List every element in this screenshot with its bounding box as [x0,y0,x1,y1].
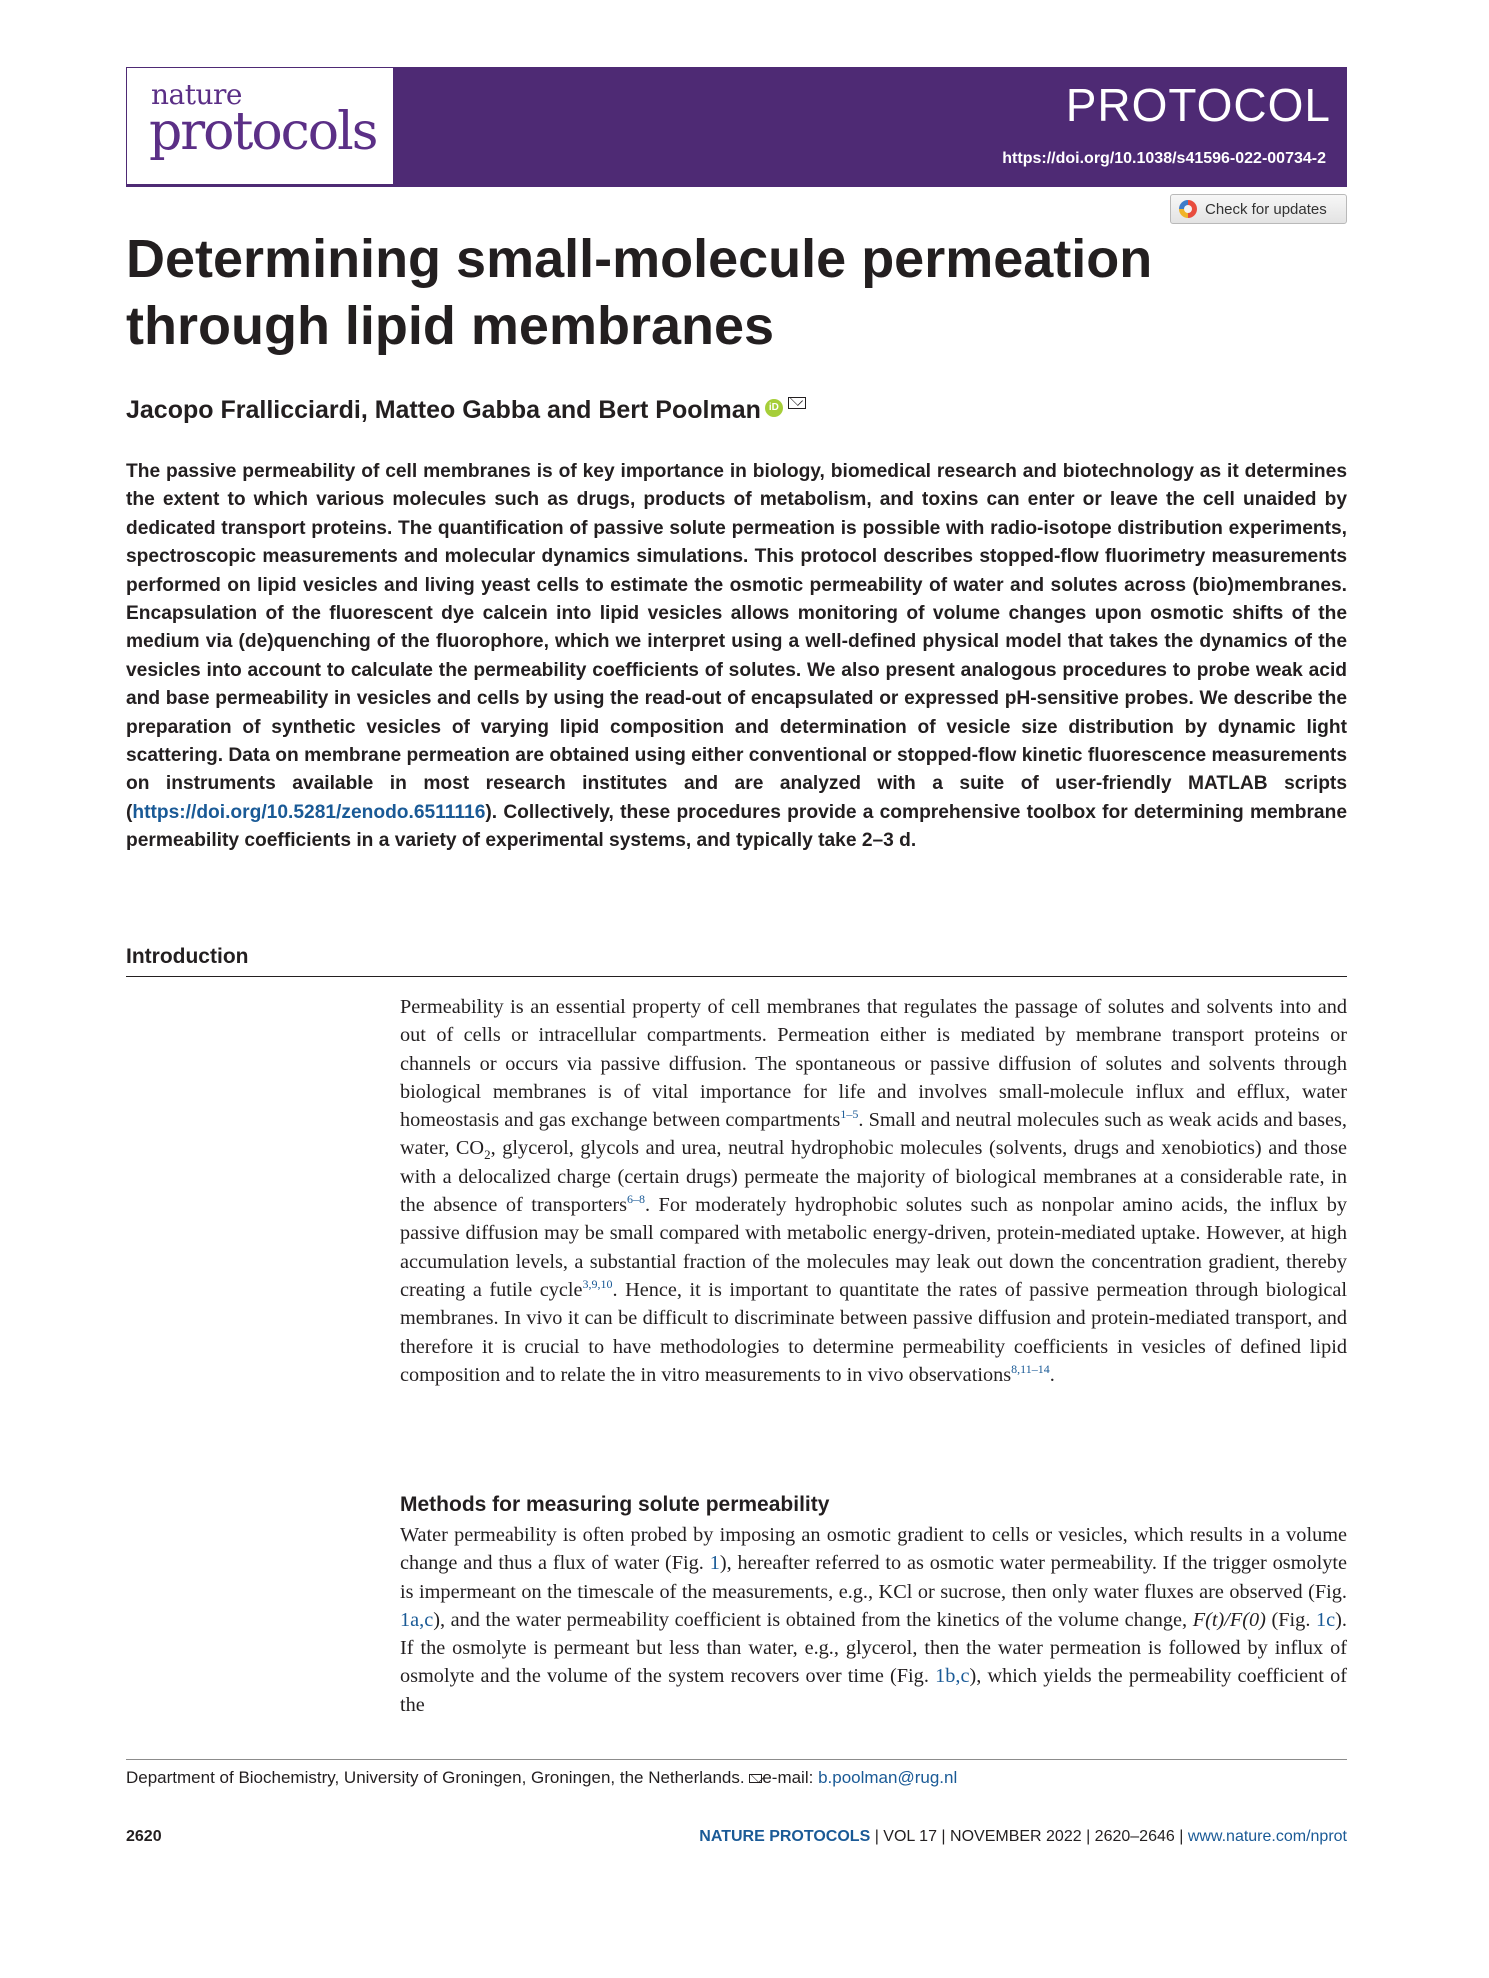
subscript: 2 [484,1147,491,1163]
methods-text-2: ), hereafter referred to as osmotic water permeability. If the trigger osmolyte is impermeant on the timescale of the measurements, e.g., KCl or sucrose, then only water fluxes are observed (Fig. [400,1552,1347,1603]
section-divider [126,976,1347,977]
article-title: Determining small-molecule permeation through lipid membranes [126,229,1153,356]
figure-ref[interactable]: 1 [709,1552,720,1575]
logo-nature-text: nature [151,78,242,111]
intro-text-5: . Hence, it is important to quantitate the rates of passive permeation through biological membranes. In vivo it can be difficult to discriminate between passive diffusion and protein-mediated transport, and therefore it is crucial to have methodologies to determine permeability coefficients in vesicles of defined lipid composition and to relate the in vitro measurements to in vivo observations [400,1278,1348,1386]
zenodo-link[interactable]: https://doi.org/10.5281/zenodo.6511116 [132,801,486,823]
abstract-text-2: ). Collectively, these procedures provide a comprehensive toolbox for determining membrane permeability coefficients in a variety of experimental systems, and typically take 2–3 d. [126,801,1347,852]
page-number: 2620 [126,1828,162,1845]
methods-text-1: Water permeability is often probed by imposing an osmotic gradient to cells or vesicles, which results in a volume change and thus a flux of water (Fig. [400,1524,1347,1575]
methods-text-3: ), and the water permeability coefficient is obtained from the kinetics of the volume change, [433,1608,1193,1631]
intro-text-6: . [1049,1363,1055,1386]
figure-ref[interactable]: 1c [1316,1608,1336,1631]
footer-divider [126,1759,1347,1760]
affiliation-text: Department of Biochemistry, University of Groningen, Groningen, the Netherlands. [126,1768,745,1787]
article-type-label: PROTOCOL [1065,79,1331,131]
author-email-link[interactable]: b.poolman@rug.nl [818,1768,958,1787]
email-envelope-icon[interactable] [788,397,806,409]
methods-paragraph [400,1521,1347,1719]
logo-protocols-text: protocols [149,102,377,162]
abstract [126,458,1347,856]
intro-text-3: , glycerol, glycols and urea, neutral hydrophobic molecules (solvents, drugs and xenobiotics) and those with a delocalized charge (certain drugs) permeate the majority of biological membranes at a considerable rate, in the absence of transporters [400,1137,1347,1217]
methods-text-4: (Fig. [1265,1608,1316,1631]
figure-ref[interactable]: 1b,c [935,1665,970,1688]
journal-volume: VOL 17 [883,1828,937,1845]
affiliation-note [126,1768,957,1788]
doi-link[interactable]: https://doi.org/10.1038/s41596-022-00734-2 [1002,150,1326,167]
intro-text-2: . Small and neutral molecules such as weak acids and bases, water, CO [400,1109,1347,1160]
intro-text-4: . For moderately hydrophobic solutes such as nonpolar amino acids, the influx by passive diffusion may be small compared with metabolic energy-driven, protein-mediated uptake. However, at high accumulation levels, a substantial fraction of the molecules may leak out down the concentration gradient, thereby creating a futile cycle [400,1194,1347,1301]
citation-ref[interactable]: 1–5 [840,1107,859,1122]
formula: F(t)/F(0) [1192,1608,1266,1631]
citation-ref[interactable]: 8,11–14 [1011,1362,1050,1377]
journal-citation-line: NATURE PROTOCOLS | VOL 17 | NOVEMBER 2022 | 2620–2646 | www.nature.com/nprot [699,1828,1347,1845]
check-for-updates-button[interactable] [1170,194,1347,224]
authors-text: Jacopo Frallicciardi, Matteo Gabba and Bert Poolman [126,396,761,424]
abstract-text-1: The passive permeability of cell membranes is of key importance in biology, biomedical research and biotechnology as it determines the extent to which various molecules such as drugs, products of metabolism, and toxins can enter or leave the cell unaided by dedicated transport proteins. The quantification of passive solute permeation is possible with radio-isotope distribution experiments, spectroscopic measurements and molecular dynamics simulations. This protocol describes stopped-flow fluorimetry measurements performed on lipid vesicles and living yeast cells to estimate the osmotic permeability of water and solutes across (bio)membranes. Encapsulation of the fluorescent dye calcein into lipid vesicles allows monitoring of volume changes upon osmotic shifts of the medium via (de)quenching of the fluorophore, which we interpret using a well-defined physical model that takes the dynamics of the vesicles into account to calculate the permeability coefficients of solutes. We also present analogous procedures to probe weak acid and base permeability in vesicles and cells by using the read-out of encapsulated or expressed pH-sensitive probes. We describe the preparation of synthetic vesicles of varying lipid composition and determination of vesicle size distribution by dynamic light scattering. Data on membrane permeation are obtained using either conventional or stopped-flow kinetic fluorescence measurements on instruments available in most research institutes and are analyzed with a suite of user-friendly MATLAB scripts ( [126,461,1347,823]
journal-pages: 2620–2646 [1094,1828,1175,1845]
journal-name: NATURE PROTOCOLS [699,1828,871,1845]
author-list [126,396,806,425]
citation-ref[interactable]: 6–8 [627,1192,645,1207]
journal-date: NOVEMBER 2022 [950,1828,1082,1845]
methods-text-5: ). If the osmolyte is permeant but less than water, e.g., glycerol, then the water permeation is followed by influx of osmolyte and the volume of the system recovers over time (Fig. [400,1608,1347,1688]
email-label: e-mail: [762,1768,819,1787]
journal-logo[interactable] [126,67,394,185]
check-for-updates-label: Check for updates [1205,200,1327,218]
subsection-heading-methods: Methods for measuring solute permeability [400,1493,830,1516]
email-envelope-icon [749,1774,762,1783]
section-heading-introduction: Introduction [126,945,249,968]
journal-url-link[interactable]: www.nature.com/nprot [1187,1828,1347,1845]
crossmark-icon [1179,200,1197,218]
orcid-icon[interactable]: iD [765,399,783,417]
methods-text-6: ), which yields the permeability coefficient of the [400,1665,1347,1716]
intro-text-1: Permeability is an essential property of cell membranes that regulates the passage of solutes and solvents into and out of cells or intracellular compartments. Permeation either is mediated by membrane transport proteins or channels or occurs via passive diffusion. The spontaneous or passive diffusion of solutes and solvents through biological membranes is of vital importance for life and involves small-molecule influx and efflux, water homeostasis and gas exchange between compartments [400,996,1347,1132]
figure-ref[interactable]: 1a,c [400,1608,434,1631]
citation-ref[interactable]: 3,9,10 [582,1277,613,1292]
introduction-paragraph [400,993,1347,1389]
